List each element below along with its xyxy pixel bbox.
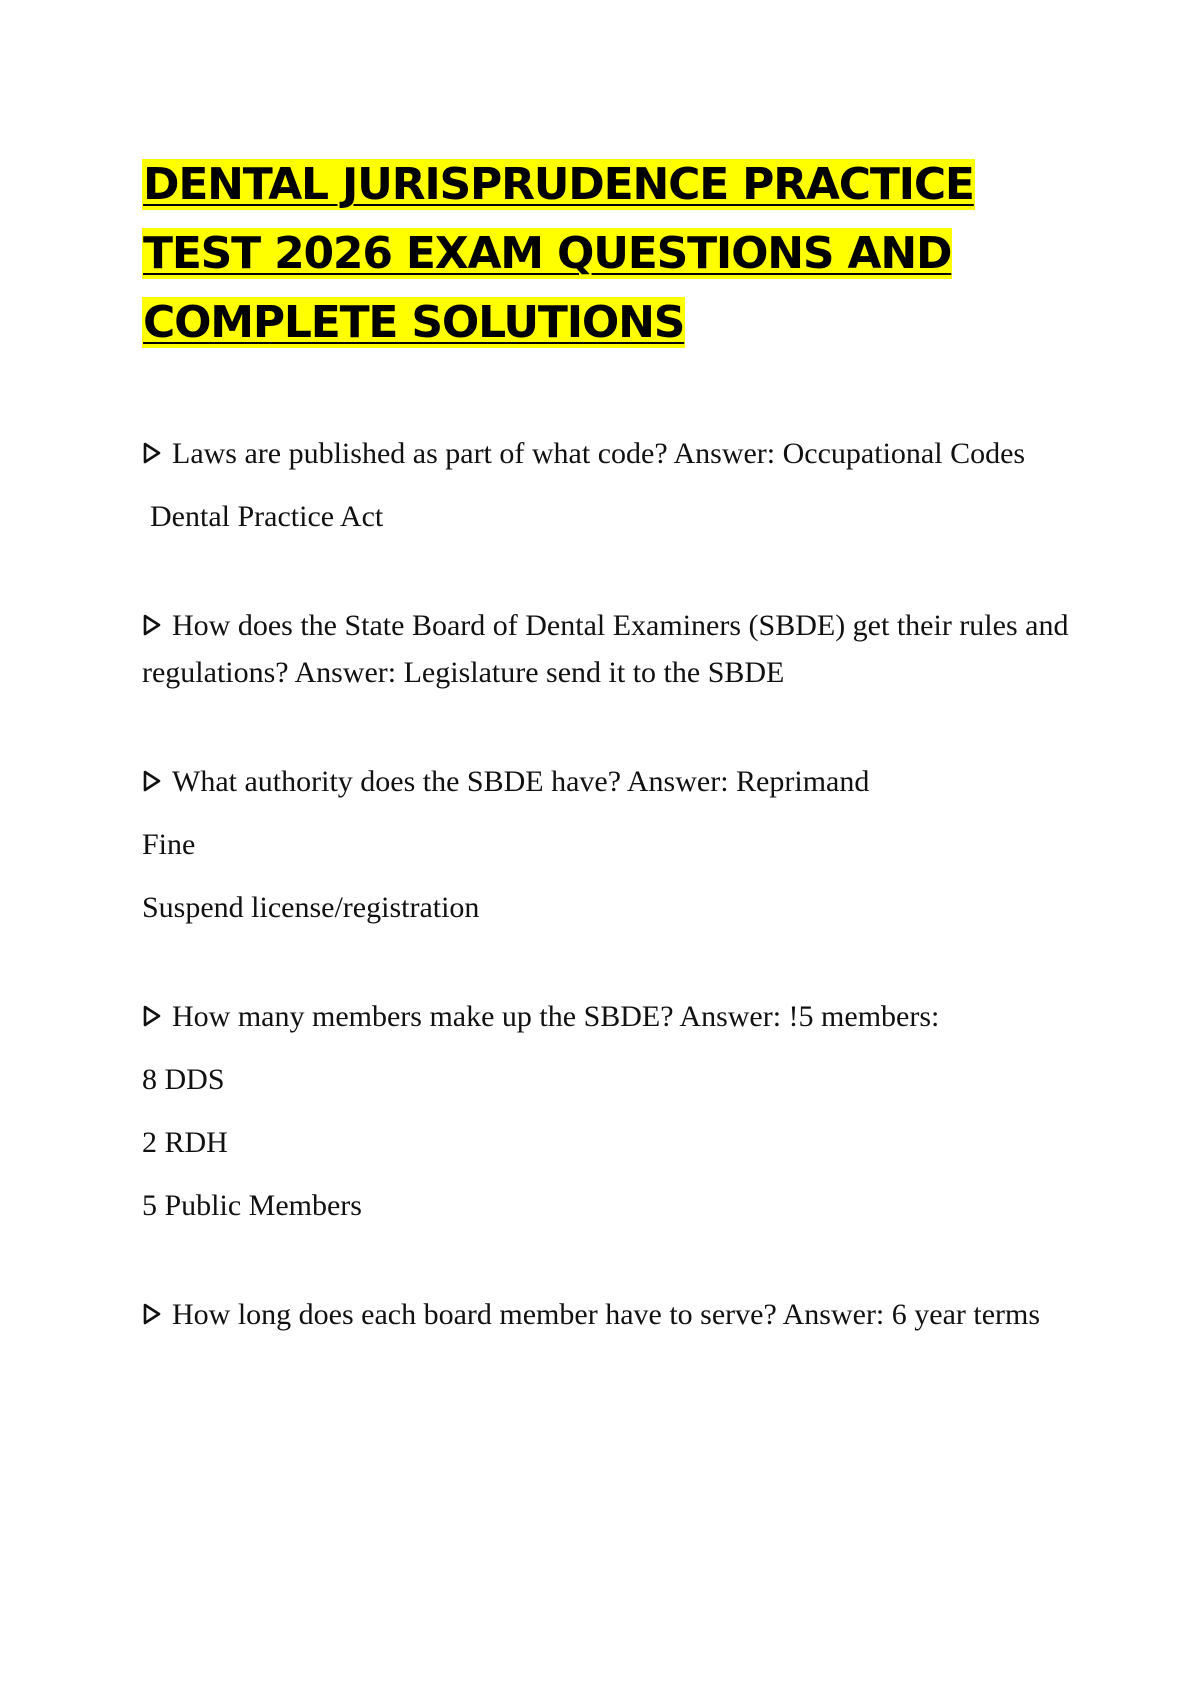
answer-4-line-2: 2 RDH bbox=[142, 1126, 228, 1159]
question-2-text: How does the State Board of Dental Examiners (SBDE) get their rules and regulations? Answer: Legislature send it to the SBDE bbox=[142, 609, 1069, 689]
answer-4-line-3: 5 Public Members bbox=[142, 1189, 362, 1222]
question-4 bbox=[142, 993, 1082, 1040]
qa-item-5 bbox=[142, 1291, 1082, 1338]
qa-item-3 bbox=[142, 758, 1082, 931]
triangle-bullet-icon bbox=[142, 441, 162, 465]
question-4-text: How many members make up the SBDE? Answer: !5 members: bbox=[172, 1000, 940, 1033]
triangle-bullet-icon bbox=[142, 1302, 162, 1326]
answer-3-line-1: Fine bbox=[142, 828, 196, 861]
question-2 bbox=[142, 602, 1082, 696]
triangle-bullet-icon bbox=[142, 769, 162, 793]
question-3-text: What authority does the SBDE have? Answer: Reprimand bbox=[172, 765, 870, 798]
question-1 bbox=[142, 430, 1082, 477]
question-5-text: How long does each board member have to serve? Answer: 6 year terms bbox=[172, 1298, 1041, 1331]
qa-list bbox=[142, 430, 1082, 1400]
qa-item-4 bbox=[142, 993, 1082, 1229]
answer-1-line-1: Dental Practice Act bbox=[150, 500, 384, 533]
qa-item-2 bbox=[142, 602, 1082, 696]
question-1-text: Laws are published as part of what code? Answer: Occupational Codes bbox=[172, 437, 1026, 470]
answer-4-line-1: 8 DDS bbox=[142, 1063, 225, 1096]
question-3 bbox=[142, 758, 1082, 805]
question-5 bbox=[142, 1291, 1082, 1338]
document-title-text: DENTAL JURISPRUDENCE PRACTICE TEST 2026 EXAM QUESTIONS AND COMPLETE SOLUTIONS bbox=[143, 159, 974, 348]
triangle-bullet-icon bbox=[142, 1004, 162, 1028]
answer-3-line-2: Suspend license/registration bbox=[142, 891, 480, 924]
document-title bbox=[142, 150, 1062, 357]
triangle-bullet-icon bbox=[142, 613, 162, 637]
qa-item-1 bbox=[142, 430, 1082, 540]
